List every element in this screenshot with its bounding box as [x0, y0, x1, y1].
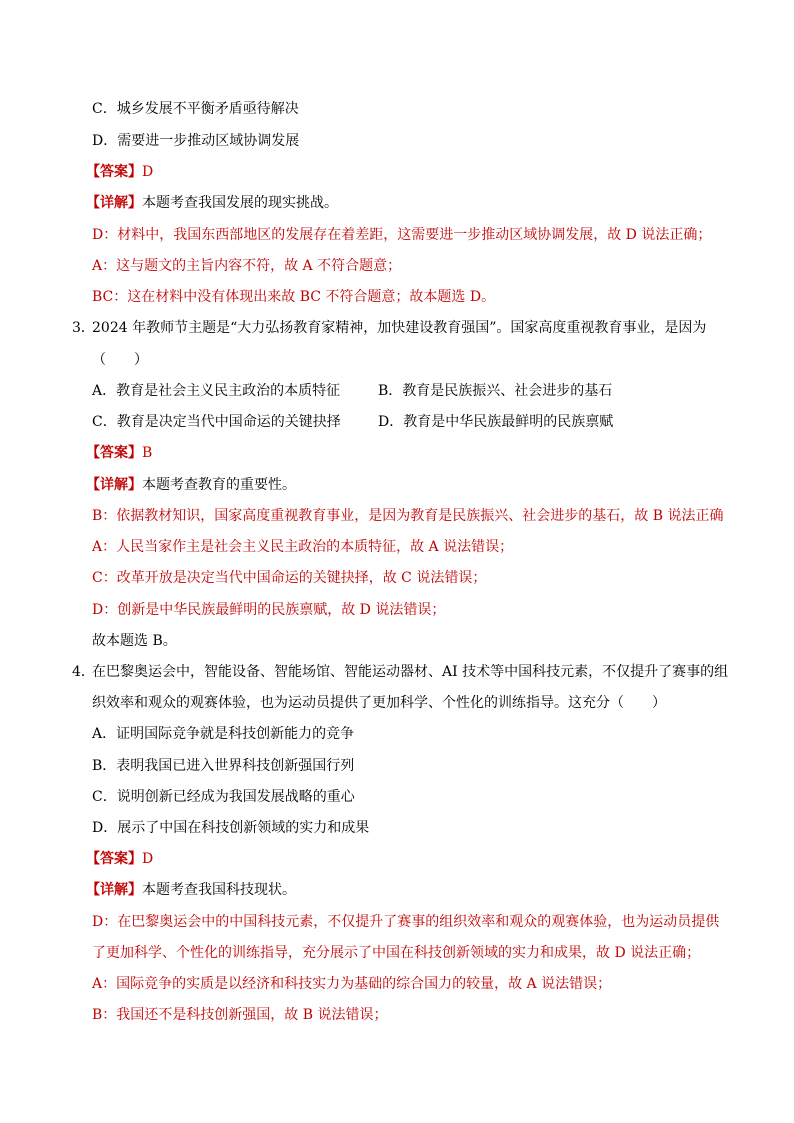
q3-conclusion: 故本题选 B。	[92, 633, 177, 649]
detail-tag: 【详解】	[86, 195, 142, 211]
q4-number: 4．	[72, 664, 95, 680]
answer-value: D	[142, 164, 154, 180]
q4-option-c: C．说明创新已经成为我国发展战略的重心	[92, 789, 355, 805]
q4-detail-line: D：在巴黎奥运会中的中国科技元素，不仅提升了赛事的组织效率和观众的观赛体验，也为运动员提供	[92, 914, 720, 930]
q4-detail-line: A：国际竞争的实质是以经济和科技实力为基础的综合国力的较量，故 A 说法错误；	[92, 976, 612, 992]
q4-option-d: D．展示了中国在科技创新领域的实力和成果	[92, 820, 370, 836]
q3-detail-line: D：创新是中华民族最鲜明的民族禀赋，故 D 说法错误；	[92, 602, 446, 618]
q2-option-d: D．需要进一步推动区域协调发展	[92, 133, 300, 149]
q4-stem: 在巴黎奥运会中，智能设备、智能场馆、智能运动器材、AI 技术等中国科技元素，不仅提升了赛事的组	[92, 664, 729, 680]
detail-tag: 【详解】	[86, 882, 142, 898]
answer-tag: 【答案】	[86, 445, 142, 461]
q2-detail-line: D：材料中，我国东西部地区的发展存在着差距，这需要进一步推动区域协调发展，故 D 说法正确；	[92, 227, 712, 243]
q2-detail-line: A：这与题文的主旨内容不符，故 A 不符合题意；	[92, 258, 402, 274]
q3-option-c: C．教育是决定当代中国命运的关键抉择	[92, 414, 341, 430]
q4-answer	[86, 849, 153, 869]
q3-option-b: B．教育是民族振兴、社会进步的基石	[378, 383, 613, 399]
q3-answer-blank: （ ）	[92, 352, 148, 368]
q3-detail-line: C：改革开放是决定当代中国命运的关键抉择，故 C 说法错误；	[92, 570, 487, 586]
detail-tag: 【详解】	[86, 477, 142, 493]
q4-option-b: B．表明我国已进入世界科技创新强国行列	[92, 758, 355, 774]
q3-number: 3．	[72, 320, 95, 336]
detail-intro: 本题考查教育的重要性。	[142, 477, 296, 493]
answer-value: D	[142, 851, 154, 867]
answer-tag: 【答案】	[86, 164, 142, 180]
q3-detail-line: A：人民当家作主是社会主义民主政治的本质特征，故 A 说法错误；	[92, 539, 514, 555]
q4-option-a: A．证明国际竞争就是科技创新能力的竞争	[92, 726, 355, 742]
q4-detail-line: B：我国还不是科技创新强国，故 B 说法错误；	[92, 1007, 388, 1023]
q3-option-d: D．教育是中华民族最鲜明的民族禀赋	[378, 414, 614, 430]
detail-intro: 本题考查我国科技现状。	[142, 882, 296, 898]
q2-answer	[86, 162, 153, 182]
detail-intro: 本题考查我国发展的现实挑战。	[142, 195, 338, 211]
q2-detail	[86, 193, 338, 213]
q3-stem: 2024 年教师节主题是“大力弘扬教育家精神，加快建设教育强国”。国家高度重视教育事业，是因为	[92, 320, 707, 336]
answer-value: B	[142, 445, 153, 461]
q2-option-c: C．城乡发展不平衡矛盾亟待解决	[92, 101, 299, 117]
q3-detail-line: B：依据教材知识，国家高度重视教育事业，是因为教育是民族振兴、社会进步的基石，故 B 说法正确	[92, 508, 724, 524]
q3-option-a: A．教育是社会主义民主政治的本质特征	[92, 383, 341, 399]
q3-detail	[86, 475, 296, 495]
q4-detail	[86, 880, 296, 900]
answer-tag: 【答案】	[86, 851, 142, 867]
q2-detail-line: BC：这在材料中没有体现出来故 BC 不符合题意；故本题选 D。	[92, 289, 496, 305]
q4-detail-line: 了更加科学、个性化的训练指导，充分展示了中国在科技创新领域的实力和成果，故 D 说法正确；	[92, 945, 701, 961]
q3-answer	[86, 443, 152, 463]
q4-stem: 织效率和观众的观赛体验，也为运动员提供了更加科学、个性化的训练指导。这充分（ ）	[92, 695, 666, 711]
